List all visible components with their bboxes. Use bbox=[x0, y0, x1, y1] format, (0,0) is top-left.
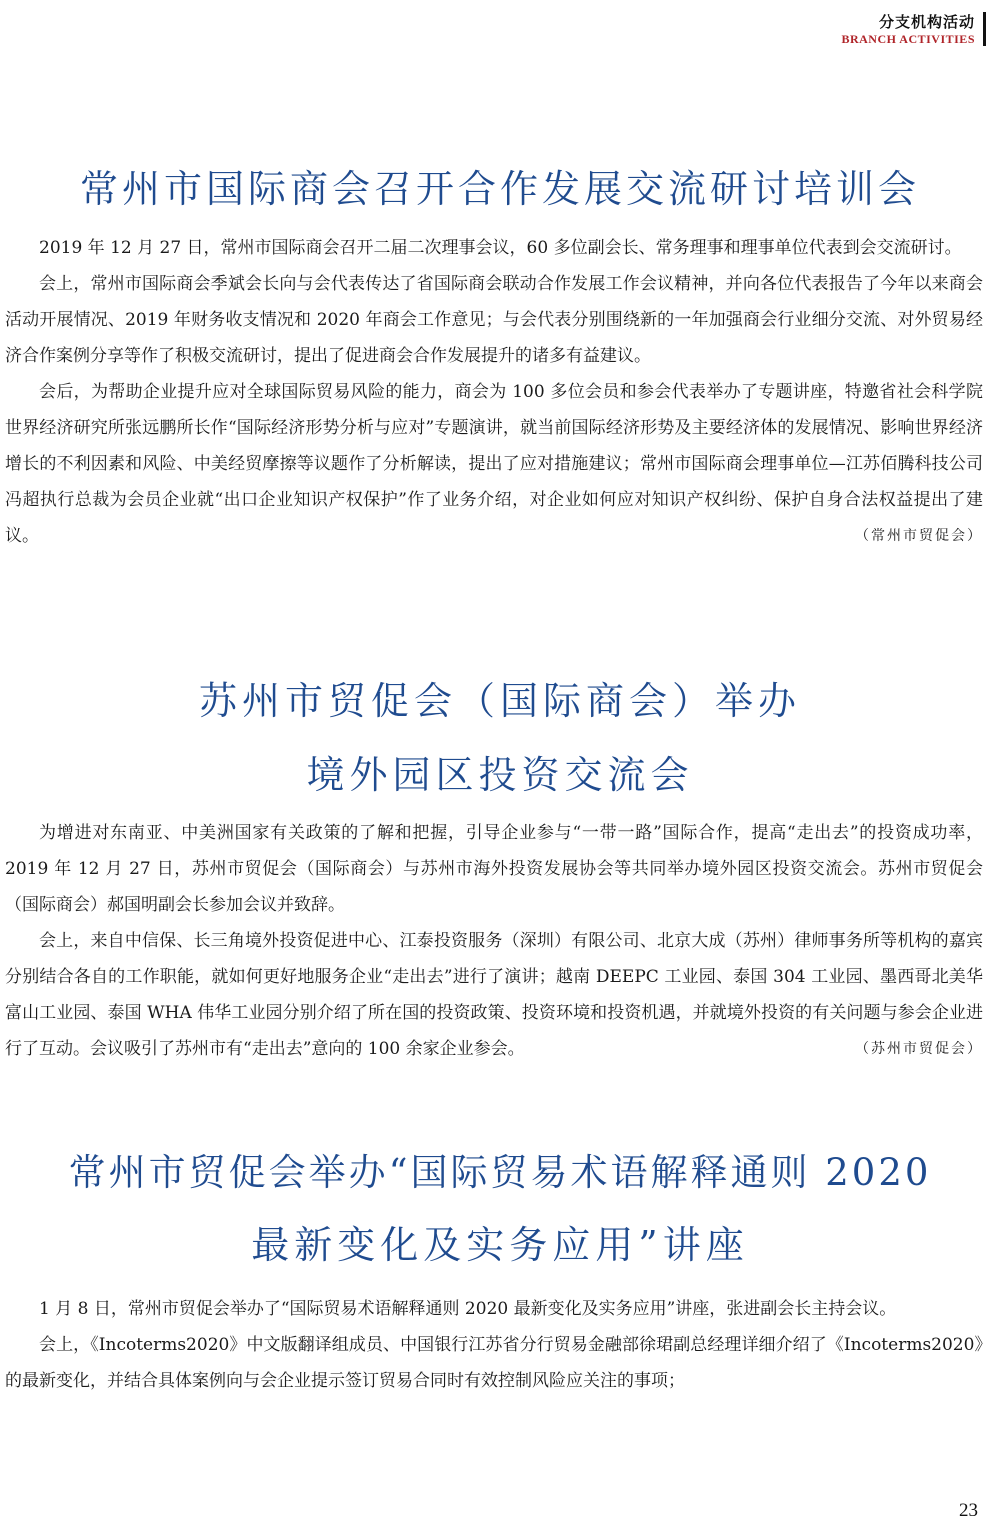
article-1-paragraph-3 bbox=[5, 374, 983, 554]
article-2-paragraph-2-text: 会上，来自中信保、长三角境外投资促进中心、江泰投资服务（深圳）有限公司、北京大成（苏州）律师事务所等机构的嘉宾分别结合各自的工作职能，就如何更好地服务企业“走出去”进行了演讲；越南 DEEPC 工业园、泰国 304 工业园、墨西哥北美华富山工业园、泰国 WHA 伟华工业园分别介绍了所在国的投资政策、投资环境和投资机遇，并就境外投资的有关问题与参会企业进行了互动。会议吸引了苏州市有“走出去”意向的 100 余家企业参会。 bbox=[5, 931, 983, 1059]
running-head-bar bbox=[983, 12, 986, 46]
article-2-body bbox=[5, 815, 983, 1067]
section-title-cn: 分支机构活动 bbox=[878, 13, 975, 31]
article-2-paragraph-2 bbox=[5, 923, 983, 1067]
article-3-title-line-1: 常州市贸促会举办“国际贸易术语解释通则 2020 bbox=[68, 1151, 932, 1194]
running-head bbox=[841, 12, 986, 46]
article-1-body bbox=[5, 230, 983, 554]
article-3-paragraph-2: 会上，《Incoterms2020》中文版翻译组成员、中国银行江苏省分行贸易金融部徐珺副总经理详细介绍了《Incoterms2020》的最新变化，并结合具体案例向与会企业提示签订贸易合同时有效控制风险应关注的事项； bbox=[5, 1335, 983, 1391]
section-title-en: BRANCH ACTIVITIES bbox=[841, 32, 975, 46]
article-1-title: 常州市国际商会召开合作发展交流研讨培训会 bbox=[79, 167, 920, 211]
article-1-paragraph-1: 2019 年 12 月 27 日，常州市国际商会召开二届二次理事会议，60 多位副会长、常务理事和理事单位代表到会交流研讨。 bbox=[39, 238, 962, 258]
article-2-paragraph-1: 为增进对东南亚、中美洲国家有关政策的了解和把握，引导企业参与“一带一路”国际合作，提高“走出去”的投资成功率，2019 年 12 月 27 日，苏州市贸促会（国际商会）与苏州市海外投资发展协会等共同举办境外园区投资交流会。苏州市贸促会（国际商会）郝国明副会长参加会议并致辞。 bbox=[5, 823, 983, 915]
article-2-title-line-2: 境外园区投资交流会 bbox=[306, 753, 694, 797]
article-3-title-line-2: 最新变化及实务应用”讲座 bbox=[251, 1223, 749, 1267]
running-head-text bbox=[841, 12, 983, 46]
page-number: 23 bbox=[959, 1500, 978, 1521]
article-2-source: （苏州市贸促会） bbox=[855, 1041, 983, 1057]
article-1-source: （常州市贸促会） bbox=[855, 528, 983, 544]
article-2-title-line-1: 苏州市贸促会（国际商会）举办 bbox=[198, 679, 801, 723]
article-3-body bbox=[5, 1291, 983, 1399]
article-3-paragraph-1: 1 月 8 日，常州市贸促会举办了“国际贸易术语解释通则 2020 最新变化及实务应用”讲座，张进副会长主持会议。 bbox=[39, 1299, 897, 1319]
article-1-paragraph-2: 会上，常州市国际商会季斌会长向与会代表传达了省国际商会联动合作发展工作会议精神，并向各位代表报告了今年以来商会活动开展情况、2019 年财务收支情况和 2020 年商会工作意见；与会代表分别围绕新的一年加强商会行业细分交流、对外贸易经济合作案例分享等作了积极交流研讨，提出了促进商会合作发展提升的诸多有益建议。 bbox=[5, 274, 983, 366]
article-1-paragraph-3-text: 会后，为帮助企业提升应对全球国际贸易风险的能力，商会为 100 多位会员和参会代表举办了专题讲座，特邀省社会科学院世界经济研究所张远鹏所长作“国际经济形势分析与应对”专题演讲，就当前国际经济形势及主要经济体的发展情况、影响世界经济增长的不利因素和风险、中美经贸摩擦等议题作了分析解读，提出了应对措施建议；常州市国际商会理事单位—江苏佰腾科技公司冯超执行总裁为会员企业就“出口企业知识产权保护”作了业务介绍，对企业如何应对知识产权纠纷、保护自身合法权益提出了建议。 bbox=[5, 382, 983, 546]
